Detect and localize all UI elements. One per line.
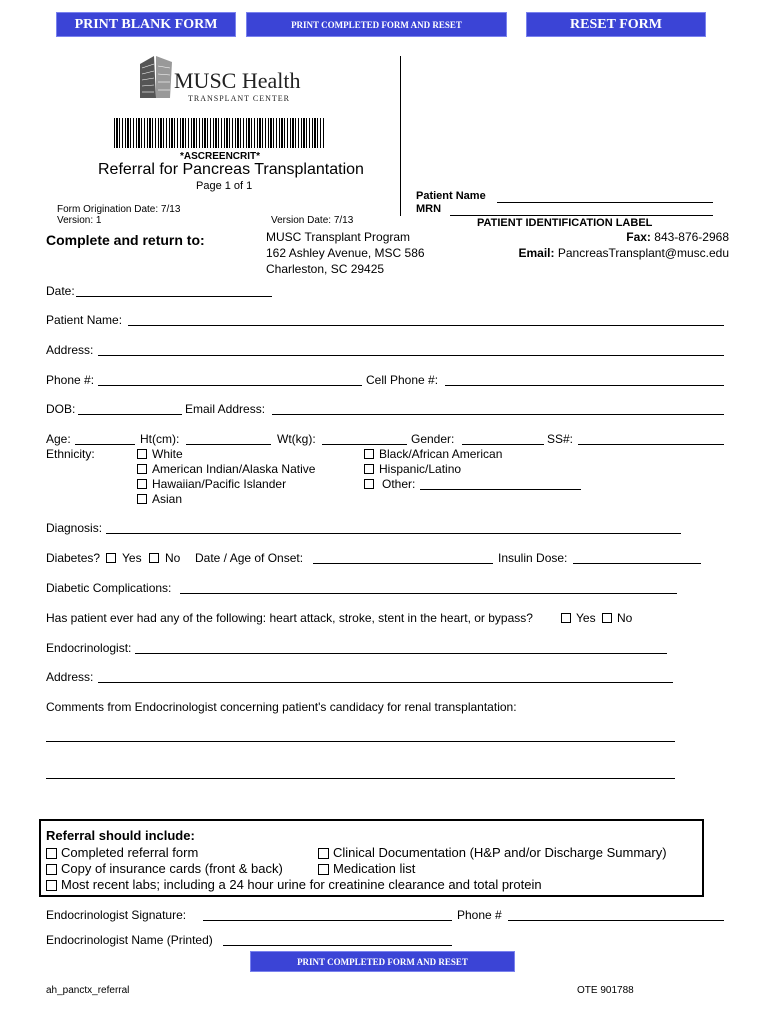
comments-line-2[interactable] bbox=[46, 778, 675, 779]
musc-logo bbox=[136, 54, 306, 104]
complications-label: Diabetic Complications: bbox=[46, 581, 172, 595]
diagnosis-input[interactable] bbox=[106, 533, 681, 534]
return-line-3: Charleston, SC 29425 bbox=[266, 262, 385, 276]
header-divider bbox=[400, 56, 401, 216]
medication-label: Medication list bbox=[333, 861, 416, 876]
completed-form-label: Completed referral form bbox=[61, 845, 199, 860]
insurance-label: Copy of insurance cards (front & back) bbox=[61, 861, 283, 876]
weight-label: Wt(kg): bbox=[277, 432, 316, 446]
cardiac-yes-checkbox[interactable] bbox=[561, 613, 571, 623]
american-indian-checkbox[interactable] bbox=[137, 464, 147, 474]
labs-checkbox[interactable] bbox=[46, 880, 57, 891]
cell-phone-input[interactable] bbox=[445, 385, 724, 386]
date-input[interactable] bbox=[76, 296, 272, 297]
black-checkbox[interactable] bbox=[364, 449, 374, 459]
return-label: Complete and return to: bbox=[46, 232, 205, 248]
date-label: Date: bbox=[46, 284, 75, 298]
gender-label: Gender: bbox=[411, 432, 455, 446]
email-address-input[interactable] bbox=[272, 414, 724, 415]
completed-form-checkbox[interactable] bbox=[46, 848, 57, 859]
ss-input[interactable] bbox=[578, 444, 724, 445]
labs-label: Most recent labs; including a 24 hour urine for creatinine clearance and total protein bbox=[61, 877, 542, 892]
referral-heading: Referral should include: bbox=[46, 828, 195, 843]
endo-signature-label: Endocrinologist Signature: bbox=[46, 908, 187, 922]
hawaiian-checkbox[interactable] bbox=[137, 479, 147, 489]
ss-label: SS#: bbox=[547, 432, 574, 446]
patient-name-label: Patient Name bbox=[416, 190, 486, 202]
endo-phone-label: Phone # bbox=[457, 908, 502, 922]
weight-input[interactable] bbox=[322, 444, 407, 445]
address-input[interactable] bbox=[98, 355, 724, 356]
print-completed-reset-bottom-button[interactable]: PRINT COMPLETED FORM AND RESET bbox=[250, 951, 515, 972]
return-line-1: MUSC Transplant Program bbox=[266, 230, 411, 244]
white-label: White bbox=[152, 447, 183, 461]
endo-address-label: Address: bbox=[46, 670, 94, 684]
height-label: Ht(cm): bbox=[140, 432, 180, 446]
black-label: Black/African American bbox=[379, 447, 503, 461]
asian-label: Asian bbox=[152, 492, 183, 506]
dob-input[interactable] bbox=[78, 414, 182, 415]
page-number: Page 1 of 1 bbox=[196, 180, 253, 192]
medication-checkbox[interactable] bbox=[318, 864, 329, 875]
other-label: Other: bbox=[382, 477, 416, 491]
comments-line-1[interactable] bbox=[46, 741, 675, 742]
endo-signature-input[interactable] bbox=[203, 920, 452, 921]
onset-label: Date / Age of Onset: bbox=[195, 551, 304, 565]
email-line: Email: PancreasTransplant@musc.edu bbox=[518, 246, 729, 260]
endo-name-label: Endocrinologist Name (Printed) bbox=[46, 933, 213, 947]
patient-name-input[interactable] bbox=[128, 325, 724, 326]
age-label: Age: bbox=[46, 432, 71, 446]
footer-ote-number: OTE 901788 bbox=[577, 985, 634, 996]
white-checkbox[interactable] bbox=[137, 449, 147, 459]
cardiac-yes-label: Yes bbox=[576, 611, 596, 625]
other-input[interactable] bbox=[420, 489, 581, 490]
diagnosis-label: Diagnosis: bbox=[46, 521, 103, 535]
barcode bbox=[114, 118, 324, 148]
age-input[interactable] bbox=[75, 444, 135, 445]
diabetes-yes-checkbox[interactable] bbox=[106, 553, 116, 563]
complications-input[interactable] bbox=[180, 593, 677, 594]
height-input[interactable] bbox=[186, 444, 271, 445]
origination-date: Form Origination Date: 7/13 bbox=[57, 204, 181, 215]
version-date: Version Date: 7/13 bbox=[271, 215, 354, 226]
endocrinologist-label: Endocrinologist: bbox=[46, 641, 132, 655]
logo-subtitle: TRANSPLANT CENTER bbox=[188, 94, 290, 103]
cardiac-no-checkbox[interactable] bbox=[602, 613, 612, 623]
hispanic-checkbox[interactable] bbox=[364, 464, 374, 474]
hispanic-label: Hispanic/Latino bbox=[379, 462, 462, 476]
endo-phone-input[interactable] bbox=[508, 920, 724, 921]
endo-name-input[interactable] bbox=[223, 945, 452, 946]
clinical-doc-label: Clinical Documentation (H&P and/or Discharge Summary) bbox=[333, 845, 667, 860]
dob-label: DOB: bbox=[46, 402, 76, 416]
address-label: Address: bbox=[46, 343, 94, 357]
patient-id-label: PATIENT IDENTIFICATION LABEL bbox=[477, 217, 653, 229]
fax-line: Fax: 843-876-2968 bbox=[626, 230, 729, 244]
footer-form-code: ah_panctx_referral bbox=[46, 985, 130, 996]
cardiac-question: Has patient ever had any of the following: heart attack, stroke, stent in the heart, or bypass? bbox=[46, 611, 533, 625]
cardiac-no-label: No bbox=[617, 611, 633, 625]
asian-checkbox[interactable] bbox=[137, 494, 147, 504]
phone-label: Phone #: bbox=[46, 373, 95, 387]
comments-label: Comments from Endocrinologist concerning patient's candidacy for renal transplantation: bbox=[46, 700, 517, 714]
onset-input[interactable] bbox=[313, 563, 493, 564]
print-blank-form-button[interactable]: PRINT BLANK FORM bbox=[56, 12, 236, 37]
endo-address-input[interactable] bbox=[98, 682, 673, 683]
other-checkbox[interactable] bbox=[364, 479, 374, 489]
print-completed-reset-button[interactable]: PRINT COMPLETED FORM AND RESET bbox=[246, 12, 507, 37]
diabetes-no-label: No bbox=[165, 551, 181, 565]
diabetes-no-checkbox[interactable] bbox=[149, 553, 159, 563]
phone-input[interactable] bbox=[98, 385, 362, 386]
building-icon bbox=[136, 54, 176, 98]
logo-name: MUSC Health bbox=[174, 68, 301, 93]
version: Version: 1 bbox=[57, 215, 102, 226]
clinical-doc-checkbox[interactable] bbox=[318, 848, 329, 859]
hawaiian-label: Hawaiian/Pacific Islander bbox=[152, 477, 287, 491]
diabetes-yes-label: Yes bbox=[122, 551, 142, 565]
mrn-label: MRN bbox=[416, 203, 442, 215]
insulin-label: Insulin Dose: bbox=[498, 551, 568, 565]
endocrinologist-input[interactable] bbox=[135, 653, 667, 654]
insurance-checkbox[interactable] bbox=[46, 864, 57, 875]
ethnicity-label: Ethnicity: bbox=[46, 447, 95, 461]
barcode-text: *ASCREENCRIT* bbox=[180, 151, 261, 162]
patient-name-label-field: Patient Name: bbox=[46, 313, 123, 327]
insulin-input[interactable] bbox=[573, 563, 701, 564]
reset-form-button[interactable]: RESET FORM bbox=[526, 12, 706, 37]
email-address-label: Email Address: bbox=[185, 402, 266, 416]
mrn-line[interactable] bbox=[450, 215, 713, 216]
patient-name-id-line[interactable] bbox=[497, 202, 713, 203]
gender-input[interactable] bbox=[462, 444, 544, 445]
american-indian-label: American Indian/Alaska Native bbox=[152, 462, 316, 476]
form-title: Referral for Pancreas Transplantation bbox=[98, 161, 364, 178]
diabetes-label: Diabetes? bbox=[46, 551, 101, 565]
cell-phone-label: Cell Phone #: bbox=[366, 373, 439, 387]
return-line-2: 162 Ashley Avenue, MSC 586 bbox=[266, 246, 425, 260]
